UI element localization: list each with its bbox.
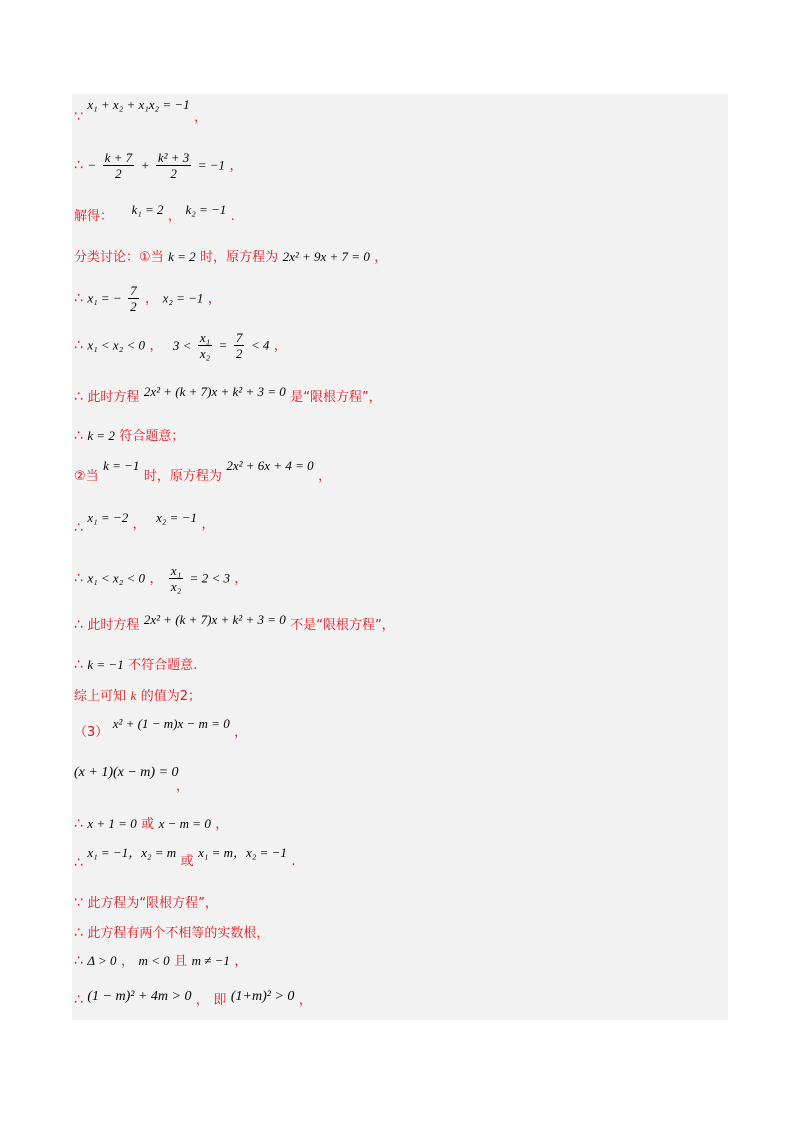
because-symbol: ∵ (74, 895, 83, 911)
line-5 (74, 283, 221, 314)
punct: ， (318, 469, 332, 484)
equation: m < 0 (138, 953, 170, 968)
therefore-symbol: ∴ (74, 520, 83, 536)
punct: ， (229, 158, 243, 174)
equation: k₂ = −1 (185, 202, 227, 217)
therefore-symbol: ∴ (74, 389, 83, 405)
equation: x₂ = −1 (156, 510, 197, 525)
punct: ， (145, 291, 159, 307)
therefore-symbol: ∴ (74, 953, 83, 969)
text: 是“限根方程”， (290, 390, 382, 405)
line-15 (74, 714, 248, 740)
text: 即 (213, 993, 227, 1008)
numerator: 7 (235, 330, 243, 345)
punct: ， (176, 779, 190, 794)
numerator: x₁ (170, 563, 182, 578)
equation: k = −1 (87, 657, 124, 672)
equation: x₁ < x₂ < 0 (87, 337, 145, 353)
text: 或 (141, 817, 155, 832)
numerator: x₁ (199, 330, 211, 345)
equation: x₁ = − (87, 290, 122, 306)
denominator: x₂ (170, 579, 182, 594)
equation: x − m = 0 (158, 816, 211, 831)
equation: x₁ = −1，x₂ = m (87, 845, 177, 860)
punct: ， (207, 291, 221, 307)
line-22 (74, 986, 312, 1007)
punct: ， (121, 954, 135, 969)
equation: x₁ = −2 (87, 510, 129, 525)
equals: = (218, 337, 228, 353)
equation: k = 2 (87, 428, 115, 443)
equation: 3 < (172, 337, 192, 353)
line-2 (74, 150, 243, 181)
text: 时，原方程为 (200, 250, 279, 265)
punct: ， (149, 338, 163, 354)
equation: x² + (1 − m)x − m = 0 (112, 716, 230, 731)
punct: ， (273, 338, 287, 354)
therefore-symbol: ∴ (74, 337, 83, 354)
solution-panel (72, 94, 728, 1020)
line-8 (74, 426, 184, 447)
line-13 (74, 655, 197, 676)
fraction (169, 563, 183, 594)
equation: k = 2 (168, 249, 196, 264)
equation: m ≠ −1 (191, 953, 230, 968)
equation: 2x² + 9x + 7 = 0 (282, 249, 370, 264)
line-17 (74, 814, 228, 835)
text: 此方程为“限根方程”， (87, 896, 218, 911)
punct: . (291, 854, 296, 869)
therefore-symbol: ∴ (74, 428, 83, 444)
therefore-symbol: ∴ (74, 992, 83, 1008)
text: 符合题意； (119, 429, 185, 444)
text: 综上可知 (74, 689, 127, 704)
fraction (234, 330, 245, 361)
therefore-symbol: ∴ (74, 855, 83, 871)
text: 不是“限根方程”， (290, 618, 395, 633)
equation: k = −1 (103, 458, 140, 473)
line-6 (74, 330, 287, 361)
fraction (128, 283, 139, 314)
punct: ， (234, 954, 248, 969)
equation-sign: − (87, 157, 97, 173)
numerator: 7 (130, 283, 137, 298)
equation: x₁ = m，x₂ = −1 (198, 845, 287, 860)
text: 时，原方程为 (143, 469, 222, 484)
punct: ， (132, 517, 146, 532)
text: 此时方程 (87, 390, 140, 405)
punct: . (230, 209, 235, 224)
therefore-symbol: ∴ (74, 617, 83, 633)
line-16-tail (176, 776, 189, 797)
line-19 (74, 893, 218, 914)
line-11 (74, 563, 247, 594)
line-21 (74, 951, 247, 972)
denominator: 2 (235, 346, 243, 361)
line-7 (74, 382, 382, 403)
equation-rhs: = −1 (197, 157, 226, 173)
punct: ， (167, 209, 181, 224)
line-16 (74, 762, 179, 783)
equation: 2x² + 6x + 4 = 0 (226, 458, 314, 473)
equation: (1 − m)² + 4m > 0 (87, 989, 192, 1004)
label: 解得： (74, 209, 114, 224)
line-10 (74, 508, 215, 536)
equation: 2x² + (k + 7)x + k² + 3 = 0 (143, 612, 286, 627)
text: 分类讨论：①当 (74, 250, 164, 265)
fraction (156, 150, 191, 181)
denominator: 2 (170, 166, 177, 181)
denominator: 2 (115, 166, 122, 181)
therefore-symbol: ∴ (74, 290, 83, 307)
text: 此时方程 (87, 618, 140, 633)
line-18 (74, 843, 296, 871)
text: 此方程有两个不相等的实数根， (87, 926, 270, 941)
equation: x₂ = −1 (162, 290, 204, 306)
because-symbol: ∵ (74, 109, 83, 125)
line-14 (74, 686, 201, 707)
equation: (x + 1)(x − m) = 0 (74, 765, 179, 780)
equation: = 2 < 3 (189, 570, 230, 586)
punct: ， (195, 993, 209, 1008)
punct: ， (374, 250, 388, 265)
line-9 (74, 458, 332, 484)
variable: k (130, 688, 137, 703)
text: 且 (174, 954, 188, 969)
numerator: k + 7 (104, 150, 133, 165)
denominator: 2 (130, 299, 137, 314)
therefore-symbol: ∴ (74, 925, 83, 941)
equation: 2x² + (k + 7)x + k² + 3 = 0 (143, 384, 286, 399)
line-1 (74, 97, 208, 125)
therefore-symbol: ∴ (74, 816, 83, 832)
therefore-symbol: ∴ (74, 157, 83, 174)
plus: + (140, 157, 150, 173)
therefore-symbol: ∴ (74, 657, 83, 673)
punct: ， (194, 110, 208, 125)
fraction (103, 150, 135, 181)
label: （3） (74, 725, 109, 740)
denominator: x₂ (199, 346, 211, 361)
line-3 (74, 200, 235, 224)
line-4 (74, 247, 387, 268)
punct: ， (215, 817, 229, 832)
fraction (198, 330, 212, 361)
punct: ， (149, 571, 163, 587)
equation: k₁ = 2 (131, 202, 164, 217)
equation: < 4 (250, 337, 270, 353)
therefore-symbol: ∴ (74, 570, 83, 587)
equation: Δ > 0 (87, 953, 117, 968)
equation: x₁ + x₂ + x₁x₂ = −1 (87, 97, 190, 112)
text: ②当 (74, 469, 99, 484)
text: 的值为2； (140, 689, 201, 704)
equation: (1+m)² > 0 (230, 989, 295, 1004)
punct: ， (234, 571, 248, 587)
numerator: k² + 3 (157, 150, 190, 165)
text: 不符合题意. (128, 658, 198, 673)
punct: ， (201, 517, 215, 532)
equation: x₁ < x₂ < 0 (87, 570, 145, 586)
line-12 (74, 610, 395, 631)
text: 或 (180, 854, 194, 869)
punct: ， (298, 993, 312, 1008)
line-20 (74, 923, 269, 944)
punct: ， (234, 725, 248, 740)
equation: x + 1 = 0 (87, 816, 137, 831)
